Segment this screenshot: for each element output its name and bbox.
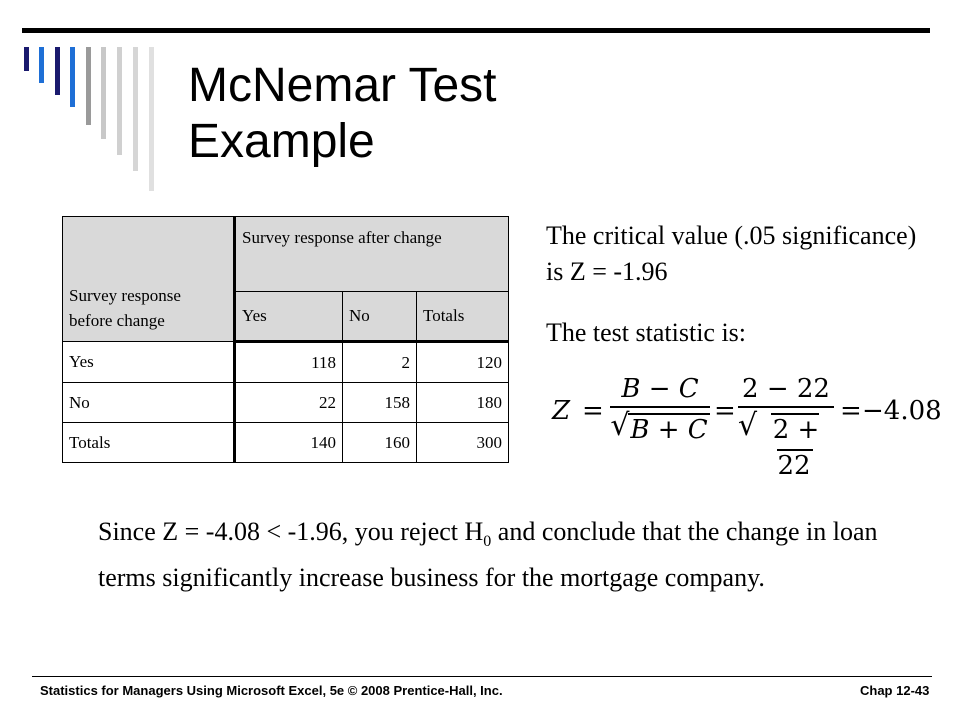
formula-fraction-symbolic xyxy=(610,372,710,448)
table-row xyxy=(63,423,509,463)
radicand: B + C xyxy=(630,415,708,445)
decorative-bar xyxy=(55,47,60,95)
column-header: Totals xyxy=(417,292,509,342)
sqrt xyxy=(610,408,709,448)
table-cell: 300 xyxy=(417,423,509,463)
title-line-1: McNemar Test xyxy=(188,59,497,112)
table-cell: 118 xyxy=(235,342,343,383)
conclusion-text xyxy=(98,514,888,596)
critical-value-text: The critical value (.05 significance) is Z = -1.96 xyxy=(546,221,917,286)
decorative-bar xyxy=(149,47,154,191)
footer-page-number: Chap 12-43 xyxy=(860,683,930,698)
table-row xyxy=(63,342,509,383)
contingency-table xyxy=(62,216,509,463)
corner-header: Survey response before change xyxy=(63,217,235,342)
table-cell: 160 xyxy=(343,423,417,463)
after-header: Survey response after change xyxy=(235,217,509,292)
fraction-denominator xyxy=(610,408,710,448)
column-header: No xyxy=(343,292,417,342)
decorative-bar xyxy=(70,47,75,107)
decorative-bar xyxy=(86,47,91,125)
formula-fraction-numeric xyxy=(738,372,834,484)
formula-lhs: Z xyxy=(552,396,571,426)
column-header: Yes xyxy=(235,292,343,342)
decorative-bar xyxy=(133,47,138,171)
title-line-2: Example xyxy=(188,115,375,168)
decorative-bar xyxy=(24,47,29,71)
radicand: 2 + 22 xyxy=(772,415,820,481)
table-cell: 2 xyxy=(343,342,417,383)
fraction-denominator xyxy=(738,408,834,484)
fraction-numerator: B − C xyxy=(621,374,699,404)
decorative-bar xyxy=(101,47,106,139)
conclusion-subscript: 0 xyxy=(483,533,492,551)
table-cell: 158 xyxy=(343,383,417,423)
row-label: Yes xyxy=(63,342,235,383)
formula-equals: = xyxy=(840,396,862,426)
table-cell: 180 xyxy=(417,383,509,423)
slide-title xyxy=(188,58,497,170)
conclusion-part-2: and conclude that the change in loan terms significantly increase business for the mortgage company. xyxy=(98,517,878,593)
footer-rule xyxy=(32,676,932,677)
table-cell: 120 xyxy=(417,342,509,383)
formula-equals: = xyxy=(582,396,604,426)
z-formula xyxy=(552,372,942,481)
decorative-bar xyxy=(117,47,122,155)
formula-result: −4.08 xyxy=(862,396,942,426)
radical-sign: √ xyxy=(610,408,630,443)
table-row xyxy=(63,383,509,423)
header-rule xyxy=(22,28,930,33)
formula-equals: = xyxy=(714,396,736,426)
table-cell: 140 xyxy=(235,423,343,463)
test-statistic-label: The test statistic is: xyxy=(546,318,747,347)
radical-sign: √ xyxy=(738,408,758,443)
table-cell: 22 xyxy=(235,383,343,423)
sqrt xyxy=(738,408,834,484)
fraction-numerator: 2 − 22 xyxy=(742,374,830,404)
conclusion-part-1: Since Z = -4.08 < -1.96, you reject H xyxy=(98,517,484,546)
decorative-bar xyxy=(39,47,44,83)
row-label: Totals xyxy=(63,423,235,463)
footer-copyright: Statistics for Managers Using Microsoft Excel, 5e © 2008 Prentice-Hall, Inc. xyxy=(40,683,503,698)
row-label: No xyxy=(63,383,235,423)
